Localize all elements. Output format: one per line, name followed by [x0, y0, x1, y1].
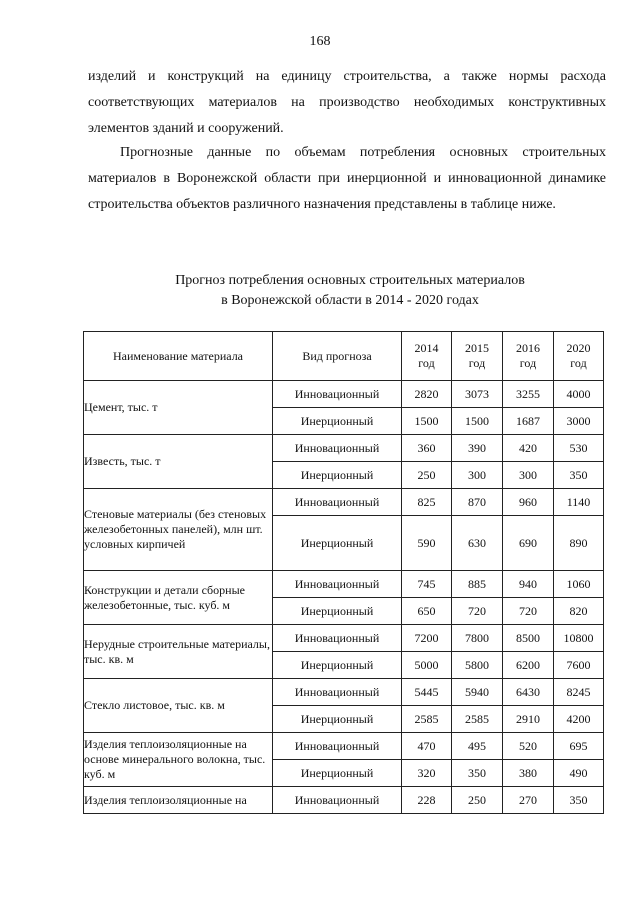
material-name: Изделия теплоизоляционные на	[84, 787, 273, 814]
value-cell: 350	[554, 787, 604, 814]
value-cell: 320	[402, 760, 452, 787]
value-cell: 530	[554, 435, 604, 462]
forecast-type: Инновационный	[273, 625, 402, 652]
forecast-type: Инновационный	[273, 489, 402, 516]
value-cell: 350	[554, 462, 604, 489]
forecast-table	[83, 331, 604, 814]
value-cell: 7600	[554, 652, 604, 679]
value-cell: 690	[503, 516, 554, 571]
value-cell: 1500	[402, 408, 452, 435]
value-cell: 520	[503, 733, 554, 760]
forecast-type: Инерционный	[273, 462, 402, 489]
value-cell: 2820	[402, 381, 452, 408]
value-cell: 5940	[452, 679, 503, 706]
material-name: Конструкции и детали сборные железобетонные, тыс. куб. м	[84, 571, 273, 625]
value-cell: 720	[503, 598, 554, 625]
value-cell: 2910	[503, 706, 554, 733]
value-cell: 300	[452, 462, 503, 489]
value-cell: 250	[402, 462, 452, 489]
forecast-type: Инновационный	[273, 571, 402, 598]
value-cell: 390	[452, 435, 503, 462]
value-cell: 495	[452, 733, 503, 760]
table-row	[84, 625, 604, 652]
value-cell: 8500	[503, 625, 554, 652]
value-cell: 4200	[554, 706, 604, 733]
forecast-type: Инерционный	[273, 652, 402, 679]
value-cell: 5800	[452, 652, 503, 679]
forecast-type: Инерционный	[273, 598, 402, 625]
header-material: Наименование материала	[84, 332, 273, 381]
value-cell: 720	[452, 598, 503, 625]
header-year-2016: 2016 год	[503, 332, 554, 381]
value-cell: 745	[402, 571, 452, 598]
value-cell: 1500	[452, 408, 503, 435]
material-name: Стеновые материалы (без стеновых железобетонных панелей), млн шт. условных кирпичей	[84, 489, 273, 571]
header-year-2015: 2015 год	[452, 332, 503, 381]
material-name: Стекло листовое, тыс. кв. м	[84, 679, 273, 733]
value-cell: 6200	[503, 652, 554, 679]
forecast-type: Инновационный	[273, 787, 402, 814]
value-cell: 350	[452, 760, 503, 787]
material-name: Изделия теплоизоляционные на основе минерального волокна, тыс. куб. м	[84, 733, 273, 787]
table-row	[84, 489, 604, 516]
material-name: Нерудные строительные материалы, тыс. кв. м	[84, 625, 273, 679]
value-cell: 5000	[402, 652, 452, 679]
value-cell: 820	[554, 598, 604, 625]
table-row	[84, 679, 604, 706]
forecast-type: Инерционный	[273, 408, 402, 435]
value-cell: 7800	[452, 625, 503, 652]
paragraph-forecast-intro: Прогнозные данные по объемам потребления основных строительных материалов в Воронежской области при инерционной и инновационной динамике строительства объектов различного назначения представлены в таблице ниже.	[88, 145, 606, 212]
header-year-2020: 2020 год	[554, 332, 604, 381]
table-row	[84, 787, 604, 814]
value-cell: 380	[503, 760, 554, 787]
forecast-type: Инновационный	[273, 733, 402, 760]
material-name: Цемент, тыс. т	[84, 381, 273, 435]
table-title-line-1: Прогноз потребления основных строительных материалов	[175, 273, 525, 288]
header-year-2014: 2014 год	[402, 332, 452, 381]
value-cell: 2585	[452, 706, 503, 733]
paragraph-continuation: изделий и конструкций на единицу строительства, а также нормы расхода соответствующих материалов на производство необходимых конструктивных элементов зданий и сооружений.	[88, 69, 606, 136]
value-cell: 3255	[503, 381, 554, 408]
value-cell: 5445	[402, 679, 452, 706]
forecast-type: Инерционный	[273, 760, 402, 787]
table-header-row	[84, 332, 604, 381]
material-name: Известь, тыс. т	[84, 435, 273, 489]
value-cell: 490	[554, 760, 604, 787]
value-cell: 470	[402, 733, 452, 760]
forecast-type: Инерционный	[273, 706, 402, 733]
table-row	[84, 571, 604, 598]
forecast-type: Инновационный	[273, 679, 402, 706]
value-cell: 1140	[554, 489, 604, 516]
table-title-line-2: в Воронежской области в 2014 - 2020 годах	[221, 293, 479, 308]
value-cell: 695	[554, 733, 604, 760]
table-title	[0, 271, 640, 311]
value-cell: 630	[452, 516, 503, 571]
value-cell: 6430	[503, 679, 554, 706]
value-cell: 7200	[402, 625, 452, 652]
value-cell: 250	[452, 787, 503, 814]
forecast-type: Инновационный	[273, 435, 402, 462]
value-cell: 8245	[554, 679, 604, 706]
value-cell: 300	[503, 462, 554, 489]
value-cell: 4000	[554, 381, 604, 408]
value-cell: 360	[402, 435, 452, 462]
value-cell: 940	[503, 571, 554, 598]
page-number: 168	[309, 34, 331, 49]
value-cell: 890	[554, 516, 604, 571]
value-cell: 590	[402, 516, 452, 571]
forecast-type: Инновационный	[273, 381, 402, 408]
value-cell: 10800	[554, 625, 604, 652]
value-cell: 420	[503, 435, 554, 462]
value-cell: 960	[503, 489, 554, 516]
value-cell: 2585	[402, 706, 452, 733]
value-cell: 228	[402, 787, 452, 814]
table-row	[84, 733, 604, 760]
table-row	[84, 381, 604, 408]
value-cell: 650	[402, 598, 452, 625]
value-cell: 825	[402, 489, 452, 516]
value-cell: 270	[503, 787, 554, 814]
value-cell: 870	[452, 489, 503, 516]
value-cell: 1060	[554, 571, 604, 598]
value-cell: 1687	[503, 408, 554, 435]
value-cell: 885	[452, 571, 503, 598]
value-cell: 3073	[452, 381, 503, 408]
header-forecast-type: Вид прогноза	[273, 332, 402, 381]
forecast-type: Инерционный	[273, 516, 402, 571]
value-cell: 3000	[554, 408, 604, 435]
table-row	[84, 435, 604, 462]
